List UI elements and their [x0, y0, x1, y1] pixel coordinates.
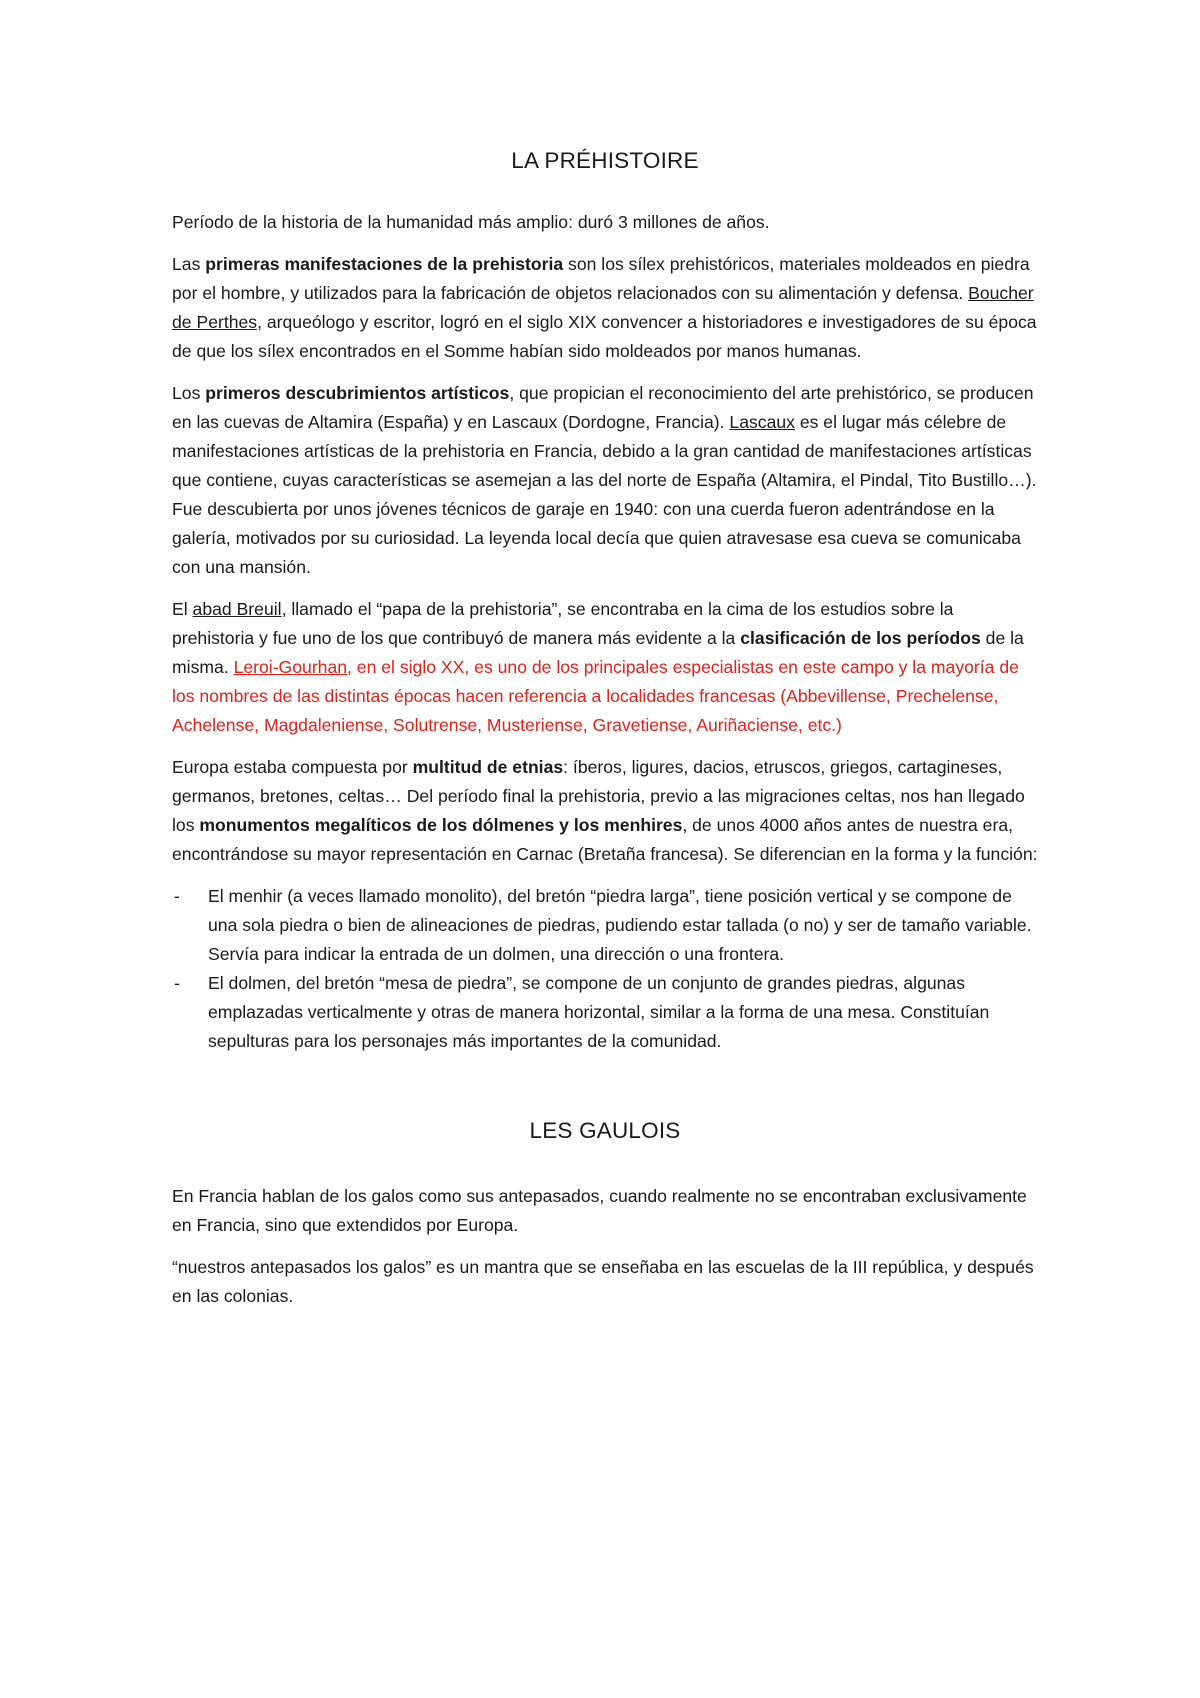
paragraph-etnias	[172, 753, 1038, 869]
paragraph-galos	[172, 1182, 1038, 1240]
bold-phrase: primeros descubrimientos artísticos	[205, 383, 510, 403]
section-title-gaulois: LES GAULOIS	[529, 1118, 681, 1143]
section-title-prehistoire: LA PRÉHISTOIRE	[511, 148, 699, 173]
bold-phrase: multitud de etnias	[412, 757, 564, 777]
paragraph-breuil	[172, 595, 1038, 740]
bold-phrase: primeras manifestaciones de la prehistoria	[205, 254, 564, 274]
paragraph-mantra	[172, 1253, 1038, 1311]
text-run: es el lugar más célebre de manifestaciones artísticas de la prehistoria en Francia, debido a la gran cantidad de manifestaciones artísticas que contiene, cuyas características se asemejan a las del norte de España (Altamira, el Pindal, Tito Bustillo…). Fue descubierta por unos jóvenes técnicos de garaje en 1940: con una cuerda fueron adentrándose en la galería, motivados por su curiosidad. La leyenda local decía que quien atravesase esa cueva se comunicaba con una mansión.	[172, 412, 1037, 577]
list-item-dolmen: - El dolmen, del bretón “mesa de piedra”, se compone de un conjunto de grandes piedras, algunas emplazadas verticalmente y otras de manera horizontal, similar a la forma de una mesa. Constituían sepulturas para los personajes más importantes de la comunidad.	[172, 969, 1038, 1056]
link-abad-breuil[interactable]: abad Breuil	[192, 599, 282, 619]
text-run: Europa estaba compuesta por	[172, 757, 413, 777]
text-run: son los sílex prehistóricos, materiales moldeados en piedra por el hombre, y utilizados para la fabricación de objetos relacionados con su alimentación y defensa.	[172, 254, 1030, 303]
paragraph-intro	[172, 208, 1038, 237]
bold-phrase: monumentos megalíticos de los dólmenes y los menhires	[199, 815, 683, 835]
text-run: de la misma.	[172, 628, 1024, 677]
megalith-list	[172, 882, 1038, 1056]
paragraph-silex	[172, 250, 1038, 366]
paragraph-intro-text: Período de la historia de la humanidad más amplio: duró 3 millones de años.	[172, 212, 770, 232]
link-lascaux[interactable]: Lascaux	[729, 412, 795, 432]
text-run: “nuestros antepasados los galos” es un mantra que se enseñaba en las escuelas de la III república, y después en las colonias.	[172, 1257, 1034, 1306]
text-run: , llamado el “papa de la prehistoria”, se encontraba en la cima de los estudios sobre la prehistoria y fue uno de los que contribuyó de manera más evidente a la	[172, 599, 954, 648]
text-run: , arqueólogo y escritor, logró en el siglo XIX convencer a historiadores e investigadores de su época de que los sílex encontrados en el Somme habían sido moldeados por manos humanas.	[172, 312, 1037, 361]
list-item-menhir: - El menhir (a veces llamado monolito), del bretón “piedra larga”, tiene posición vertical y se compone de una sola piedra o bien de alineaciones de piedras, pudiendo estar tallada (o no) y ser de tamaño variable. Servía para indicar la entrada de un dolmen, una dirección o una frontera.	[172, 882, 1038, 969]
link-leroi-gourhan[interactable]: Leroi-Gourhan	[233, 657, 348, 677]
bold-phrase: clasificación de los períodos	[740, 628, 981, 648]
text-run: Las	[172, 254, 206, 274]
highlighted-text: , en el siglo XX, es uno de los principales especialistas en este campo y la mayoría de los nombres de las distintas épocas hacen referencia a localidades francesas (Abbevillense, Prechelense, Achelense, Magdaleniense, Solutrense, Musteriense, Gravetiense, Auriñaciense, etc.)	[172, 657, 1019, 735]
document-body	[172, 146, 1038, 1324]
text-run: Los	[172, 383, 206, 403]
link-boucher-de-perthes[interactable]: Boucher de Perthes	[172, 283, 1034, 332]
paragraph-descubrimientos	[172, 379, 1038, 582]
text-run: El	[172, 599, 193, 619]
text-run: , que propician el reconocimiento del arte prehistórico, se producen en las cuevas de Altamira (España) y en Lascaux (Dordogne, Francia).	[172, 383, 1034, 432]
text-run: En Francia hablan de los galos como sus antepasados, cuando realmente no se encontraban exclusivamente en Francia, sino que extendidos por Europa.	[172, 1186, 1027, 1235]
text-run: : íberos, ligures, dacios, etruscos, griegos, cartagineses, germanos, bretones, celtas… Del período final la prehistoria, previo a las migraciones celtas, nos han llegado los	[172, 757, 1025, 835]
text-run: , de unos 4000 años antes de nuestra era, encontrándose su mayor representación en Carnac (Bretaña francesa). Se diferencian en la forma y la función:	[172, 815, 1038, 864]
